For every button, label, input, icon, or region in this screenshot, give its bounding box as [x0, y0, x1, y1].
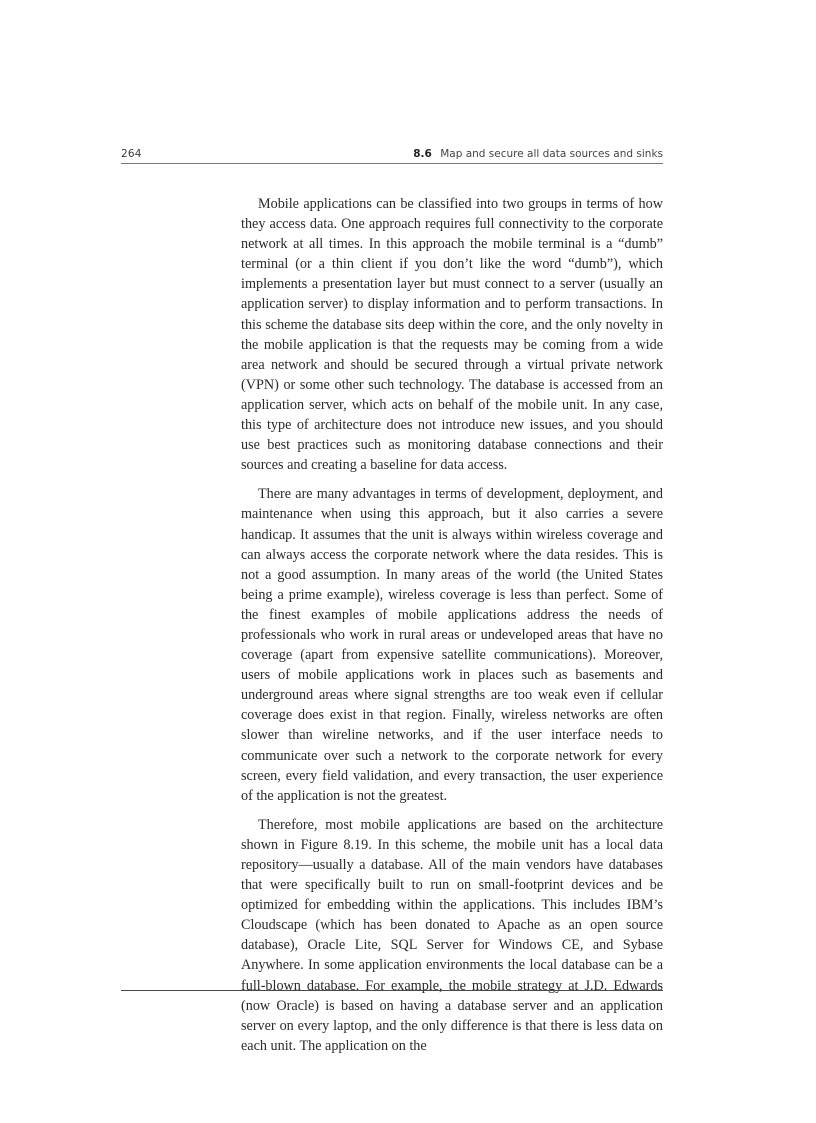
section-number: 8.6: [413, 148, 432, 160]
paragraph-3: Therefore, most mobile applications are based on the architecture shown in Figure 8.19. In this scheme, the mobile unit has a local data repository—usually a database. All of the main vendors have databases that were specifically built to run on small-footprint devices and be optimized for embedding within the applications. This includes IBM’s Cloudscape (which has been donated to Apache as an open source database), Oracle Lite, SQL Server for Windows CE, and Sybase Anywhere. In some application environments the local database can be a full-blown database. For example, the mobile strategy at J.D. Edwards (now Oracle) is based on having a database server and an application server on every laptop, and the only difference is that there is less data on each unit. The application on the: [241, 816, 663, 1054]
paragraph-2: There are many advantages in terms of development, deployment, and maintenance when using this approach, but it also carries a severe handicap. It assumes that the unit is always within wireless coverage and can always access the corporate network where the data resides. This is not a good assumption. In many areas of the world (the United States being a prime example), wireless coverage is less than perfect. Some of the finest examples of mobile applications address the needs of professionals who work in rural areas or undeveloped areas that have no coverage (apart from expensive satellite communications). Moreover, users of mobile applications work in places such as basements and underground areas where signal strengths are too weak even if cellular coverage does exist in that region. Finally, wireless networks are often slower than wireline networks, and if the user interface needs to communicate over such a network to the corporate network for every screen, every field validation, and every transaction, the user experience of the application is not the greatest.: [241, 486, 663, 804]
section-title: Map and secure all data sources and sinks: [440, 148, 663, 160]
header-rule: [121, 163, 663, 164]
body-text: [241, 194, 663, 1065]
paragraph-1: Mobile applications can be classified into two groups in terms of how they access data. One approach requires full connectivity to the corporate network at all times. In this approach the mobile terminal is a “dumb” terminal (or a thin client if you don’t like the word “dumb”), which implements a presentation layer but must connect to a server (usually an application server) to display information and to perform transactions. In this scheme the database sits deep within the core, and the only novelty in the mobile application is that the requests may be coming from a wide area network and should be secured through a virtual private network (VPN) or some other such technology. The database is accessed from an application server, which acts on behalf of the mobile unit. In any case, this type of architecture does not introduce new issues, and you should use best practices such as monitoring database connections and their sources and creating a baseline for data access.: [241, 196, 663, 474]
page-number: 264: [121, 148, 142, 160]
footer-rule: [121, 990, 663, 991]
section-heading: [413, 148, 663, 160]
running-head: [121, 145, 663, 163]
